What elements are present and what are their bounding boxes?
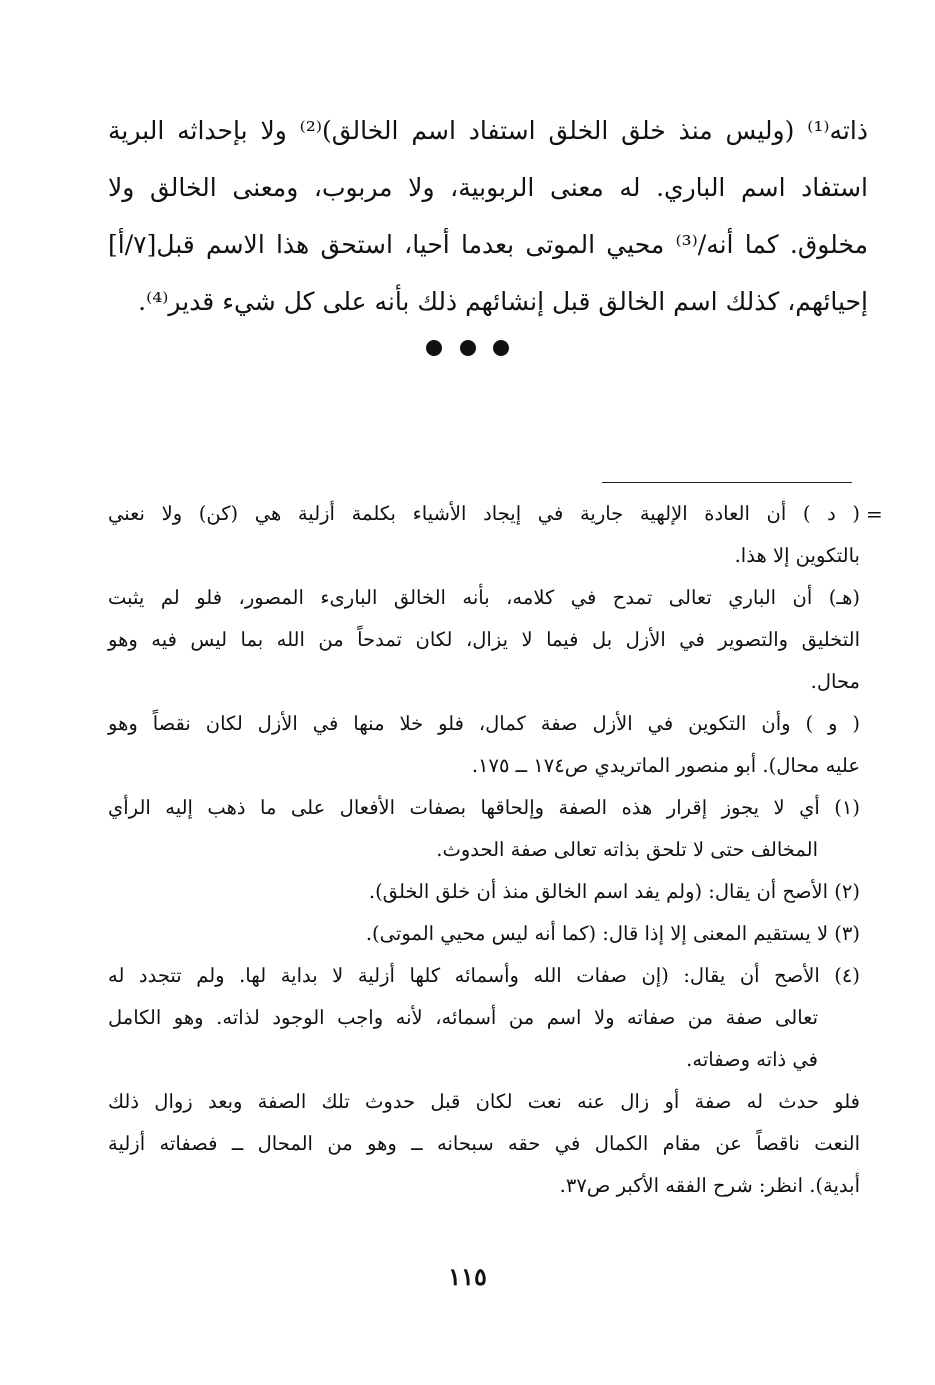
footnote-line: التخليق والتصوير في الأزل بل فيما لا يزال، لكان تمدحاً من الله بما ليس فيه وهو — [108, 628, 860, 651]
page-number: ١١٥ — [448, 1262, 487, 1291]
footnote-line: بالتكوين إلا هذا. — [734, 544, 860, 567]
footnote-line: أبدية). انظر: شرح الفقه الأكبر ص٣٧. — [559, 1174, 860, 1197]
main-line: مخلوق. كما أنه/⁽³⁾ محيي الموتى بعدما أحيا، استحق هذا الاسم قبل[٧/أ] — [108, 230, 868, 259]
separator-dot — [426, 340, 442, 356]
main-line: إحيائهم، كذلك اسم الخالق قبل إنشائهم ذلك بأنه على كل شيء قدير⁽⁴⁾. — [138, 287, 868, 316]
footnote-line: ( د ) أن العادة الإلهية جارية في إيجاد الأشياء بكلمة أزلية هي (كن) ولا نعني — [108, 502, 860, 525]
footnote-line: تعالى صفة من صفاته ولا اسم من أسمائه، لأنه واجب الوجود لذاته. وهو الكامل — [108, 1006, 818, 1029]
main-line: ذاته⁽¹⁾ (وليس منذ خلق الخلق استفاد اسم الخالق)⁽²⁾ ولا بإحداثه البرية — [108, 116, 868, 145]
footnote-line: (٢) الأصح أن يقال: (ولم يفد اسم الخالق منذ أن خلق الخلق). — [368, 880, 860, 903]
footnote-line: عليه محال). أبو منصور الماتريدي ص١٧٤ ــ ١٧٥. — [471, 754, 860, 777]
footnote-line: المخالف حتى لا تلحق بذاته تعالى صفة الحدوث. — [436, 838, 818, 861]
footnotes — [108, 493, 860, 1207]
footnote-line: (هـ) أن الباري تعالى تمدح في كلامه، بأنه الخالق البارىء المصور، فلو لم يثبت — [108, 586, 860, 609]
main-paragraph — [108, 102, 868, 330]
footnote-line: (١) أي لا يجوز إقرار هذه الصفة وإلحاقها بصفات الأفعال على ما ذهب إليه الرأي — [108, 796, 860, 819]
separator-dot — [460, 340, 476, 356]
separator-dot — [493, 340, 509, 356]
footnote-line: ( و ) وأن التكوين في الأزل صفة كمال، فلو خلا منها في الأزل لكان نقصاً وهو — [108, 712, 860, 735]
footnote-continuation-mark: = — [866, 502, 883, 526]
section-separator — [0, 340, 935, 360]
main-line: استفاد اسم الباري. له معنى الربوبية، ولا مربوب، ومعنى الخالق ولا — [108, 173, 868, 202]
footnote-line: في ذاته وصفاته. — [686, 1048, 818, 1071]
footnote-line: فلو حدث له صفة أو زال عنه نعت لكان قبل حدوث تلك الصفة وبعد زوال ذلك — [108, 1090, 860, 1113]
footnote-line: (٣) لا يستقيم المعنى إلا إذا قال: (كما أنه ليس محيي الموتى). — [365, 922, 860, 945]
footnote-line: النعت ناقصاً عن مقام الكمال في حقه سبحانه ــ وهو من المحال ــ فصفاته أزلية — [108, 1132, 860, 1155]
footnote-line: (٤) الأصح أن يقال: (إن صفات الله وأسمائه كلها أزلية لا بداية لها. ولم تتجدد له — [108, 964, 860, 987]
footnote-rule — [602, 482, 852, 483]
footnote-line: محال. — [810, 670, 860, 693]
